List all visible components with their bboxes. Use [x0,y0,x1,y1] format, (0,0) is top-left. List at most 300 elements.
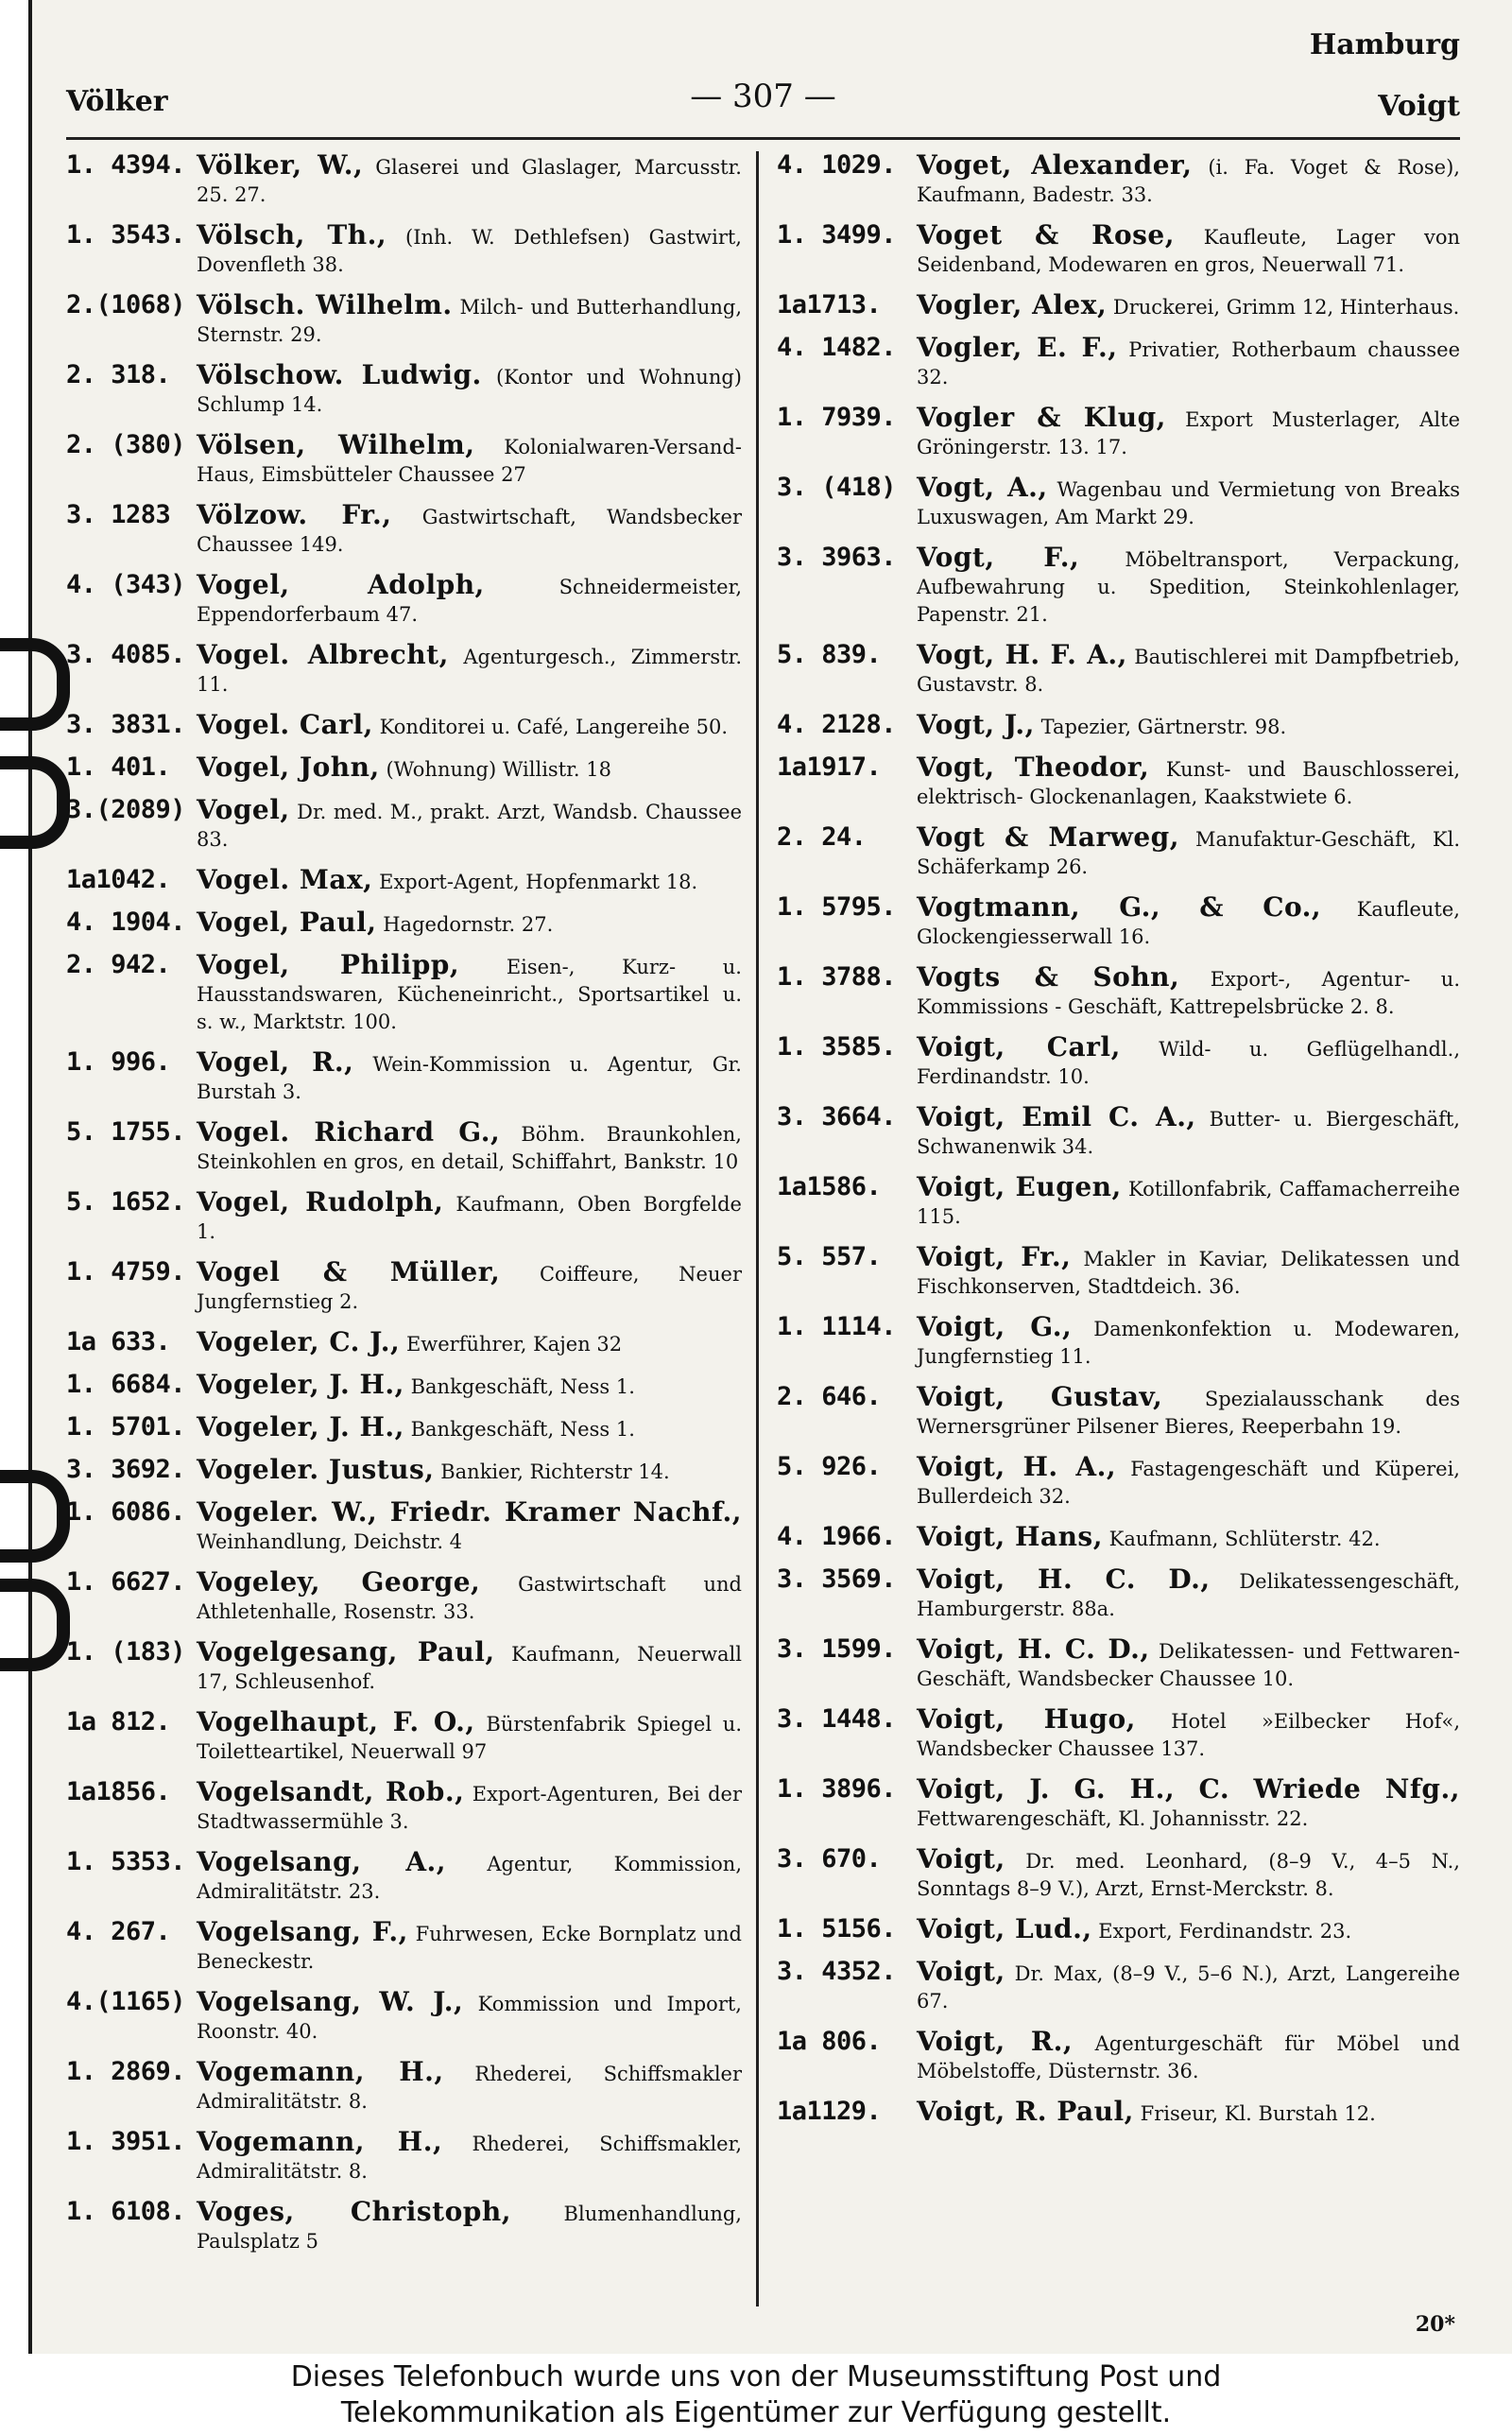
business-and-address: Fuhrwesen, Ecke Bornplatz und Beneckestr. [197,1923,742,1973]
subscriber-name: Vogelhaupt, F. O., [197,1706,475,1737]
directory-entry [777,1383,1460,1441]
phone-number: 1. 3896. [777,1774,897,1804]
phone-number: 1. 5353. [66,1847,186,1876]
directory-entry [66,1778,742,1836]
business-and-address: Fastagengeschäft und Küperei, Bullerdeich 32. [917,1458,1460,1508]
directory-entry [66,361,742,419]
subscriber-name: Voigt, G., [917,1311,1073,1342]
phone-number: 1. 6627. [66,1567,186,1597]
directory-entry [66,1708,742,1766]
directory-entry [777,291,1460,321]
entry-text [197,951,742,1036]
directory-entry [66,1188,742,1246]
phone-number: 1. 996. [66,1047,171,1077]
business-and-address: Eisen-, Kurz- u. Hausstandswaren, Kücheneinricht., Sportsartikel u. s. w., Marktstr. 100. [197,956,742,1033]
phone-number: 1. 6684. [66,1370,186,1399]
entry-text [917,1958,1460,2015]
subscriber-name: Vogt, A., [917,472,1048,503]
entry-text [197,711,742,741]
phone-number: 4. 267. [66,1917,171,1946]
subscriber-name: Völzow. Fr., [197,499,392,530]
subscriber-name: Voigt, R., [917,2026,1074,2057]
subscriber-name: Vogel, John, [197,752,380,783]
directory-entry [777,711,1460,741]
phone-number: 4. (343) [66,570,186,599]
directory-entry [777,1453,1460,1511]
directory-entry [66,951,742,1036]
phone-number: 3. 3692. [66,1455,186,1484]
phone-number: 1. 2869. [66,2057,186,2086]
business-and-address: Dr. Max, (8–9 V., 5–6 N.), Arzt, Langereihe 67. [917,1962,1460,2013]
directory-entry [777,1775,1460,1833]
business-and-address: Milch- und Butterhandlung, Sternstr. 29. [197,296,742,346]
entry-text [197,291,742,349]
directory-entry [66,1988,742,2046]
phone-number: 1a1856. [66,1777,171,1806]
directory-entry [66,431,742,489]
phone-number: 3. 3664. [777,1102,897,1132]
subscriber-name: Voigt, J. G. H., C. Wriede Nfg., [917,1773,1460,1805]
directory-entry [66,641,742,699]
subscriber-name: Vogel & Müller, [197,1256,501,1287]
phone-number: 3. (418) [777,473,897,502]
entry-text [197,1498,742,1556]
phone-number: 2. (380) [66,430,186,459]
entry-text [197,641,742,699]
directory-entry [66,908,742,939]
directory-entry [66,1048,742,1106]
directory-entry [66,1456,742,1486]
entry-text [197,2128,742,2185]
business-and-address: Kaufleute, Glockengiesserwall 16. [917,898,1460,948]
business-and-address: Böhm. Braunkohlen, Steinkohlen en gros, en detail, Schiffahrt, Bankstr. 10 [197,1123,742,1173]
phone-number: 1. 1114. [777,1312,897,1341]
directory-entry [66,1258,742,1316]
business-and-address: Kaufleute, Lager von Seidenband, Modewaren en gros, Neuerwall 71. [917,226,1461,276]
business-and-address: Rhederei, Schiffsmakler, Admiralitätstr. 8. [197,2133,742,2183]
phone-number: 5. 839. [777,640,882,669]
directory-entry [66,1371,742,1401]
subscriber-name: Voigt, Emil C. A., [917,1101,1196,1132]
phone-number: 4.(1165) [66,1987,186,2016]
entry-text [917,2028,1460,2085]
phone-number: 4. 1904. [66,907,186,937]
subscriber-name: Voigt, Lud., [917,1913,1092,1944]
phone-number: 4. 2128. [777,710,897,739]
subscriber-name: Vogemann, H., [197,2056,444,2087]
directory-entry [777,151,1460,209]
directory-entry [66,796,742,854]
directory-entry [66,866,742,896]
phone-number: 3. 1599. [777,1634,897,1664]
business-and-address: Bankgeschäft, Ness 1. [410,1418,635,1441]
business-and-address: Wein-Kommission u. Agentur, Gr. Burstah 3. [197,1053,742,1103]
business-and-address: Wild- u. Geflügelhandl., Ferdinandstr. 10. [917,1038,1460,1088]
subscriber-name: Vogelsang, A., [197,1846,447,1877]
entry-text [197,361,742,419]
business-and-address: Kaufmann, Neuerwall 17, Schleusenhof. [197,1643,742,1693]
phone-number: 5. 1755. [66,1117,186,1147]
phone-number: 2. 942. [66,950,171,979]
business-and-address: Bankgeschäft, Ness 1. [410,1375,635,1398]
phone-number: 1. 5701. [66,1412,186,1442]
subscriber-name: Völschow. Ludwig. [197,359,482,390]
business-and-address: Kolonialwaren-Versand-Haus, Eimsbütteler Chaussee 27 [197,436,742,486]
directory-entry [777,1313,1460,1371]
entry-text [917,1845,1460,1903]
entry-text [917,291,1460,321]
business-and-address: (Kontor und Wohnung) Schlump 14. [197,366,742,416]
entry-text [197,1328,742,1358]
directory-entry [66,1918,742,1976]
binding-ring [0,1579,70,1671]
phone-number: 3. 1448. [777,1704,897,1734]
subscriber-name: Vogelsang, W. J., [197,1986,464,2017]
sheet-mark: 20* [1415,2312,1455,2337]
entry-text [917,711,1460,741]
directory-entry [66,1498,742,1556]
subscriber-name: Vogt, H. F. A., [917,639,1127,670]
business-and-address: Export Musterlager, Alte Gröningerstr. 13. 17. [917,408,1461,458]
phone-number: 1a1129. [777,2097,882,2126]
directory-entry [777,1635,1460,1693]
subscriber-name: Vogeler. W., Friedr. Kramer Nachf., [197,1496,742,1528]
business-and-address: Konditorei u. Café, Langereihe 50. [379,716,729,738]
entry-text [197,221,742,279]
entry-text [917,963,1460,1021]
directory-entry [777,221,1460,279]
entry-text [917,1383,1460,1441]
entry-text [197,796,742,854]
entry-text [917,544,1460,629]
phone-number: 1. 5156. [777,1914,897,1944]
subscriber-name: Voigt, H. C. D., [917,1564,1211,1595]
entry-text [917,151,1460,209]
phone-number: 1. 4394. [66,150,186,180]
subscriber-name: Vogel, Paul, [197,907,377,938]
entry-text [197,1258,742,1316]
caption-line-1: Dieses Telefonbuch wurde uns von der Museumsstiftung Post und [290,2360,1222,2393]
entry-text [917,1523,1460,1553]
entry-text [917,1313,1460,1371]
subscriber-name: Vogel. Richard G., [197,1116,501,1148]
directory-entry [777,893,1460,951]
phone-number: 4. 1482. [777,333,897,362]
entry-text [917,1915,1460,1945]
business-and-address: Makler in Kaviar, Delikatessen und Fischkonserven, Stadtdeich. 36. [917,1248,1460,1298]
entry-text [917,1243,1460,1301]
directory-entry [66,501,742,559]
subscriber-name: Vogtmann, G., & Co., [917,891,1322,923]
subscriber-name: Vogeler, C. J., [197,1326,401,1357]
entry-text [917,474,1460,531]
binding-ring [0,1470,70,1563]
subscriber-name: Vogel, [197,794,290,825]
entry-text [197,1048,742,1106]
subscriber-name: Vogeley, George, [197,1566,481,1598]
subscriber-name: Vogeler, J. H., [197,1411,404,1443]
entry-text [917,1775,1460,1833]
subscriber-name: Voigt, Gustav, [917,1381,1163,1412]
business-and-address: Agenturgeschäft für Möbel und Möbelstoffe, Düsternstr. 36. [917,2032,1460,2082]
directory-entry [777,1705,1460,1763]
entry-text [197,1918,742,1976]
directory-entry [66,2058,742,2116]
business-and-address: Ewerführer, Kajen 32 [405,1333,623,1356]
business-and-address: Tapezier, Gärtnerstr. 98. [1040,716,1287,738]
entry-text [197,571,742,629]
phone-number: 4. 1029. [777,150,897,180]
subscriber-name: Vogel, Philipp, [197,949,460,980]
entry-text [197,753,742,784]
subscriber-name: Voges, Christoph, [197,2196,511,2227]
business-and-address: Glaserei und Glaslager, Marcusstr. 25. 27. [197,156,742,206]
first-entry-name: Völker [66,85,168,118]
business-and-address: Coiffeure, Neuer Jungfernstieg 2. [197,1263,742,1313]
subscriber-name: Vogt, F., [917,542,1080,573]
directory-entry [66,1413,742,1443]
subscriber-name: Vogelgesang, Paul, [197,1636,495,1667]
entry-text [197,866,742,896]
entry-text [197,1371,742,1401]
entry-text [197,1848,742,1906]
subscriber-name: Vogel, R., [197,1046,354,1078]
business-and-address: Wagenbau und Vermietung von Breaks Luxuswagen, Am Markt 29. [917,478,1460,528]
phone-number: 3. 3831. [66,710,186,739]
directory-entry [66,1568,742,1626]
subscriber-name: Vogts & Sohn, [917,961,1180,993]
directory-entry [777,1958,1460,2015]
entry-text [197,1638,742,1696]
business-and-address: Dr. med. M., prakt. Arzt, Wandsb. Chaussee 83. [197,801,742,851]
entry-text [197,431,742,489]
phone-number: 1. 3585. [777,1032,897,1062]
entry-text [197,151,742,209]
business-and-address: Friseur, Kl. Burstah 12. [1140,2102,1376,2125]
phone-number: 1. 5795. [777,892,897,922]
directory-entry [777,2028,1460,2085]
entry-text [197,1708,742,1766]
phone-number: 1. 4759. [66,1257,186,1287]
business-and-address: Kaufmann, Schlüterstr. 42. [1108,1528,1381,1550]
business-and-address: Möbeltransport, Verpackung, Aufbewahrung u. Spedition, Steinkohlenlager, Papenstr. 21. [917,548,1460,626]
phone-number: 3.(2089) [66,795,186,824]
left-column [66,151,742,2268]
directory-entry [777,2098,1460,2128]
phone-number: 1a 806. [777,2027,882,2056]
binding-ring [0,756,70,849]
business-and-address: Kotillonfabrik, Caffamacherreihe 115. [917,1178,1461,1228]
subscriber-name: Vogelsandt, Rob., [197,1776,465,1807]
directory-entry [66,711,742,741]
entry-text [917,1103,1460,1161]
phone-number: 5. 926. [777,1452,882,1481]
subscriber-name: Vogel, Rudolph, [197,1186,444,1218]
entry-text [917,1565,1460,1623]
last-entry-name: Voigt [1378,90,1460,123]
subscriber-name: Voigt, H. C. D., [917,1633,1150,1665]
entry-text [917,1173,1460,1231]
phone-number: 1. 401. [66,752,171,782]
entry-text [197,1568,742,1626]
subscriber-name: Voigt, Carl, [917,1031,1121,1063]
directory-entry [777,823,1460,881]
phone-number: 1a1713. [777,290,882,320]
subscriber-name: Vogler, E. F., [917,332,1118,363]
subscriber-name: Voigt, Hugo, [917,1703,1136,1735]
caption-line-2: Telekommunikation als Eigentümer zur Verfügung gestellt. [340,2396,1172,2429]
entry-text [917,823,1460,881]
subscriber-name: Voigt, Fr., [917,1241,1072,1272]
entry-text [197,2198,742,2255]
business-and-address: Kunst- und Bauschlosserei, elektrisch- Glockenanlagen, Kaakstwiete 6. [917,758,1460,808]
directory-entry [66,2198,742,2255]
business-and-address: Schneidermeister, Eppendorferbaum 47. [197,576,742,626]
phone-number: 2. 318. [66,360,171,389]
phone-number: 1. 6086. [66,1497,186,1527]
subscriber-name: Vogel. Max, [197,864,373,895]
entry-text [917,1033,1460,1091]
business-and-address: Rhederei, Schiffsmakler Admiralitätstr. 8. [197,2063,743,2113]
business-and-address: Bürstenfabrik Spiegel u. Toiletteartikel, Neuerwall 97 [197,1713,742,1763]
phone-number: 3. 3963. [777,543,897,572]
business-and-address: Gastwirtschaft, Wandsbecker Chaussee 149. [197,506,742,556]
subscriber-name: Völsch, Th., [197,219,387,251]
entry-text [917,641,1460,699]
phone-number: 1. 3788. [777,962,897,992]
business-and-address: Bankier, Richterstr 14. [440,1460,670,1483]
phone-number: 5. 1652. [66,1187,186,1217]
entry-text [917,1453,1460,1511]
entry-text [917,334,1460,391]
binding-edge [0,0,32,2354]
directory-entry [777,963,1460,1021]
directory-entry [777,1565,1460,1623]
subscriber-name: Vogeler, J. H., [197,1369,404,1400]
subscriber-name: Vogler & Klug, [917,402,1166,433]
directory-entry [777,334,1460,391]
directory-entry [777,753,1460,811]
business-and-address: Export-Agenturen, Bei der Stadtwassermühle 3. [197,1783,742,1833]
entry-text [197,908,742,939]
phone-number: 3. 670. [777,1844,882,1874]
phone-number: 5. 557. [777,1242,882,1271]
directory-entry [66,1118,742,1176]
subscriber-name: Vogt, Theodor, [917,752,1150,783]
phone-number: 2. 646. [777,1382,882,1411]
business-and-address: Butter- u. Biergeschäft, Schwanenwik 34. [917,1108,1460,1158]
business-and-address: Manufaktur-Geschäft, Kl. Schäferkamp 26. [917,828,1460,878]
directory-entry [777,1523,1460,1553]
entry-text [197,2058,742,2116]
business-and-address: Bautischlerei mit Dampfbetrieb, Gustavstr. 8. [917,646,1460,696]
business-and-address: Kommission und Import, Roonstr. 40. [197,1993,742,2043]
phone-number: 1. 3499. [777,220,897,250]
directory-entry [777,1243,1460,1301]
directory-entry [66,291,742,349]
subscriber-name: Vogler, Alex, [917,289,1108,320]
binding-ring [0,638,70,731]
column-divider [756,151,759,2306]
header-rule [66,137,1460,140]
business-and-address: Hotel »Eilbecker Hof«, Wandsbecker Chaussee 137. [917,1710,1460,1760]
phone-number: 3. 1283 [66,500,171,529]
phone-number: 2. 24. [777,822,867,852]
phone-number: 4. 1966. [777,1522,897,1551]
phone-number: 1. (183) [66,1637,186,1667]
page-header [66,28,1460,132]
business-and-address: Kaufmann, Oben Borgfelde 1. [197,1193,742,1243]
directory-entry [66,1848,742,1906]
entry-text [197,1456,742,1486]
business-and-address: Weinhandlung, Deichstr. 4 [197,1530,463,1553]
directory-entry [66,1638,742,1696]
phone-number: 1. 3951. [66,2127,186,2156]
directory-entry [777,544,1460,629]
business-and-address: Agenturgesch., Zimmerstr. 11. [197,646,742,696]
business-and-address: Export-, Agentur- u. Kommissions - Geschäft, Kattrepelsbrücke 2. 8. [917,968,1460,1018]
entry-text [917,753,1460,811]
subscriber-name: Völker, W., [197,149,364,181]
copyright-caption [0,2354,1512,2436]
subscriber-name: Vogel, Adolph, [197,569,485,600]
directory-entry [66,753,742,784]
phone-number: 2.(1068) [66,290,186,320]
business-and-address: Delikatessengeschäft, Hamburgerstr. 88a. [917,1570,1460,1620]
subscriber-name: Voigt, Hans, [917,1521,1103,1552]
entry-text [197,1118,742,1176]
phone-number: 3. 4352. [777,1957,897,1986]
business-and-address: Privatier, Rotherbaum chaussee 32. [917,338,1460,389]
entry-text [197,501,742,559]
business-and-address: Hagedornstr. 27. [383,913,554,936]
entry-text [917,221,1460,279]
phone-number: 1. 7939. [777,403,897,432]
entry-text [917,404,1460,461]
business-and-address: Blumenhandlung, Paulsplatz 5 [197,2203,742,2253]
subscriber-name: Vogel. Albrecht, [197,639,449,670]
subscriber-name: Voigt, [917,1843,1005,1875]
subscriber-name: Voget & Rose, [917,219,1175,251]
directory-entry [777,641,1460,699]
phone-number: 1a1917. [777,752,882,782]
subscriber-name: Voigt, H. A., [917,1451,1117,1482]
business-and-address: (Wohnung) Willistr. 18 [386,758,611,781]
subscriber-name: Voigt, R. Paul, [917,2096,1134,2127]
subscriber-name: Vogeler. Justus, [197,1454,435,1485]
phone-number: 1. 3543. [66,220,186,250]
entry-text [197,1413,742,1443]
phone-number: 1a1042. [66,865,171,894]
subscriber-name: Vogelsang, F., [197,1916,408,1947]
directory-entry [777,1915,1460,1945]
directory-entry [777,1173,1460,1231]
subscriber-name: Vogemann, H., [197,2126,443,2157]
business-and-address: Damenkonfektion u. Modewaren, Jungfernstieg 11. [917,1318,1460,1368]
subscriber-name: Vogt & Marweg, [917,821,1179,853]
entry-text [917,893,1460,951]
directory-entry [777,1845,1460,1903]
business-and-address: Agentur, Kommission, Admiralitätstr. 23. [197,1853,742,1903]
directory-entry [66,151,742,209]
phone-number: 1a 633. [66,1327,171,1356]
business-and-address: Druckerei, Grimm 12, Hinterhaus. [1112,296,1460,319]
directory-entry [66,1328,742,1358]
subscriber-name: Voigt, [917,1956,1005,1987]
business-and-address: Spezialausschank des Wernersgrüner Pilsener Bieres, Reeperbahn 19. [917,1388,1460,1438]
business-and-address: Delikatessen- und Fettwaren-Geschäft, Wandsbecker Chaussee 10. [917,1640,1460,1690]
phone-number: 3. 3569. [777,1564,897,1594]
